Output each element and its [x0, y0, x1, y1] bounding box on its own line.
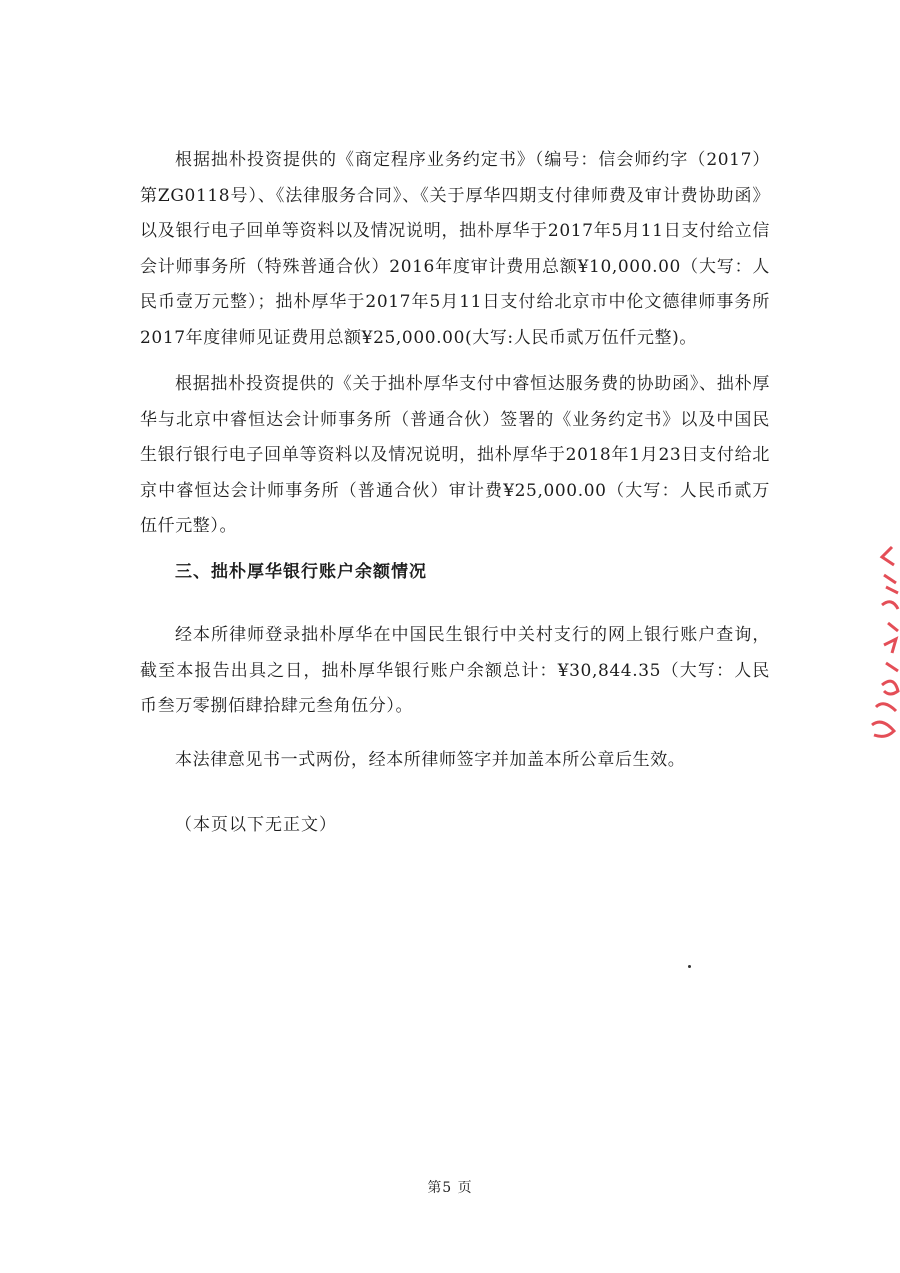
partial-seal-stamp	[862, 535, 900, 745]
section-heading-bank-balance: 三、拙朴厚华银行账户余额情况	[175, 562, 427, 582]
paragraph-copies: 本法律意见书一式两份，经本所律师签字并加盖本所公章后生效。	[175, 750, 686, 770]
page-number: 第5 页	[427, 1180, 473, 1196]
stray-dot	[688, 965, 691, 968]
no-further-text-note: （本页以下无正文）	[175, 815, 337, 835]
paragraph-bank-balance: 经本所律师登录拙朴厚华在中国民生银行中关村支行的网上银行账户查询，截至本报告出具之日，拙朴厚华银行账户余额总计：¥30,844.35（大写：人民币叁万零捌佰肆拾肆元叁角伍分）。	[140, 625, 770, 717]
paragraph-fees-2018: 根据拙朴投资提供的《关于拙朴厚华支付中睿恒达服务费的协助函》、拙朴厚华与北京中睿恒达会计师事务所（普通合伙）签署的《业务约定书》以及中国民生银行银行电子回单等资料以及情况说明，拙朴厚华于2018年1月23日支付给北京中睿恒达会计师事务所（普通合伙）审计费¥25,000.00（大写：人民币贰万伍仟元整）。	[140, 374, 770, 537]
paragraph-fees-2017: 根据拙朴投资提供的《商定程序业务约定书》（编号：信会师约字（2017）第ZG0118号）、《法律服务合同》、《关于厚华四期支付律师费及审计费协助函》以及银行电子回单等资料以及情况说明，拙朴厚华于2017年5月11日支付给立信会计师事务所（特殊普通合伙）2016年度审计费用总额¥10,000.00（大写：人民币壹万元整）；拙朴厚华于2017年5月11日支付给北京市中伦文德律师事务所2017年度律师见证费用总额¥25,000.00(大写:人民币贰万伍仟元整)。	[140, 150, 770, 348]
